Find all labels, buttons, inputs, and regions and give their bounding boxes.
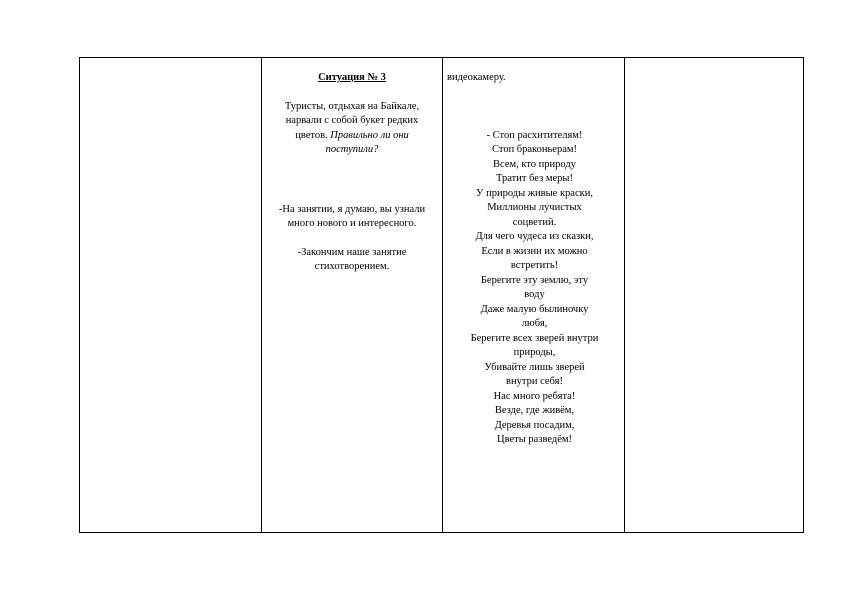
table-cell-situation [262, 58, 442, 532]
poem-line: Берегите всех зверей внутри [470, 332, 599, 344]
situation-question: Правильно ли они поступили? [325, 129, 409, 155]
poem-line: Везде, где живём, [494, 405, 575, 416]
poem-line: Если в жизни их можно [481, 245, 588, 257]
poem-line: Убивайте лишь зверей [484, 361, 585, 373]
poem-line: воду [524, 289, 545, 300]
poem-line: встретить! [510, 260, 559, 271]
poem-line: У природы живые краски, [476, 187, 593, 199]
table-cell-empty-right [625, 58, 805, 532]
situation-title: Ситуация № 3 [318, 72, 386, 83]
situation-text [274, 100, 430, 158]
poem-line: соцветий. [512, 216, 557, 228]
poem-line: Миллионы лучистых [487, 202, 582, 213]
lesson-table [79, 57, 804, 533]
poem-line: любя, [521, 318, 548, 329]
poem-line: внутри себя! [506, 376, 563, 387]
table-cell-empty-left [80, 58, 261, 532]
top-text: видеокамеру. [447, 72, 506, 83]
poem-line: Нас много ребята! [493, 390, 576, 402]
poem-line: Даже малую былиночку [480, 303, 589, 315]
poem-line: Берегите эту землю, эту [480, 274, 589, 286]
situation-description: Туристы, отдыхая на Байкале, нарвали с собой букет редких цветов. [284, 100, 420, 141]
summary-text: -На занятии, я думаю, вы узнали много нового и интересного. [278, 203, 426, 229]
poem-line: природы, [513, 347, 556, 358]
poem-line: Цветы разведём! [496, 434, 573, 445]
poem [447, 129, 624, 448]
table-cell-poem [443, 58, 624, 532]
poem-line: Всем, кто природу [493, 158, 576, 170]
poem-line: Стоп браконьерам! [492, 144, 577, 155]
poem-line: - Стоп расхитителям! [486, 129, 583, 141]
closing-text: -Закончим наше занятие стихотворением. [297, 246, 407, 272]
poem-line: Тратит без меры! [496, 173, 573, 184]
poem-line: Деревья посадим, [494, 419, 575, 431]
poem-line: Для чего чудеса из сказки, [475, 231, 594, 242]
